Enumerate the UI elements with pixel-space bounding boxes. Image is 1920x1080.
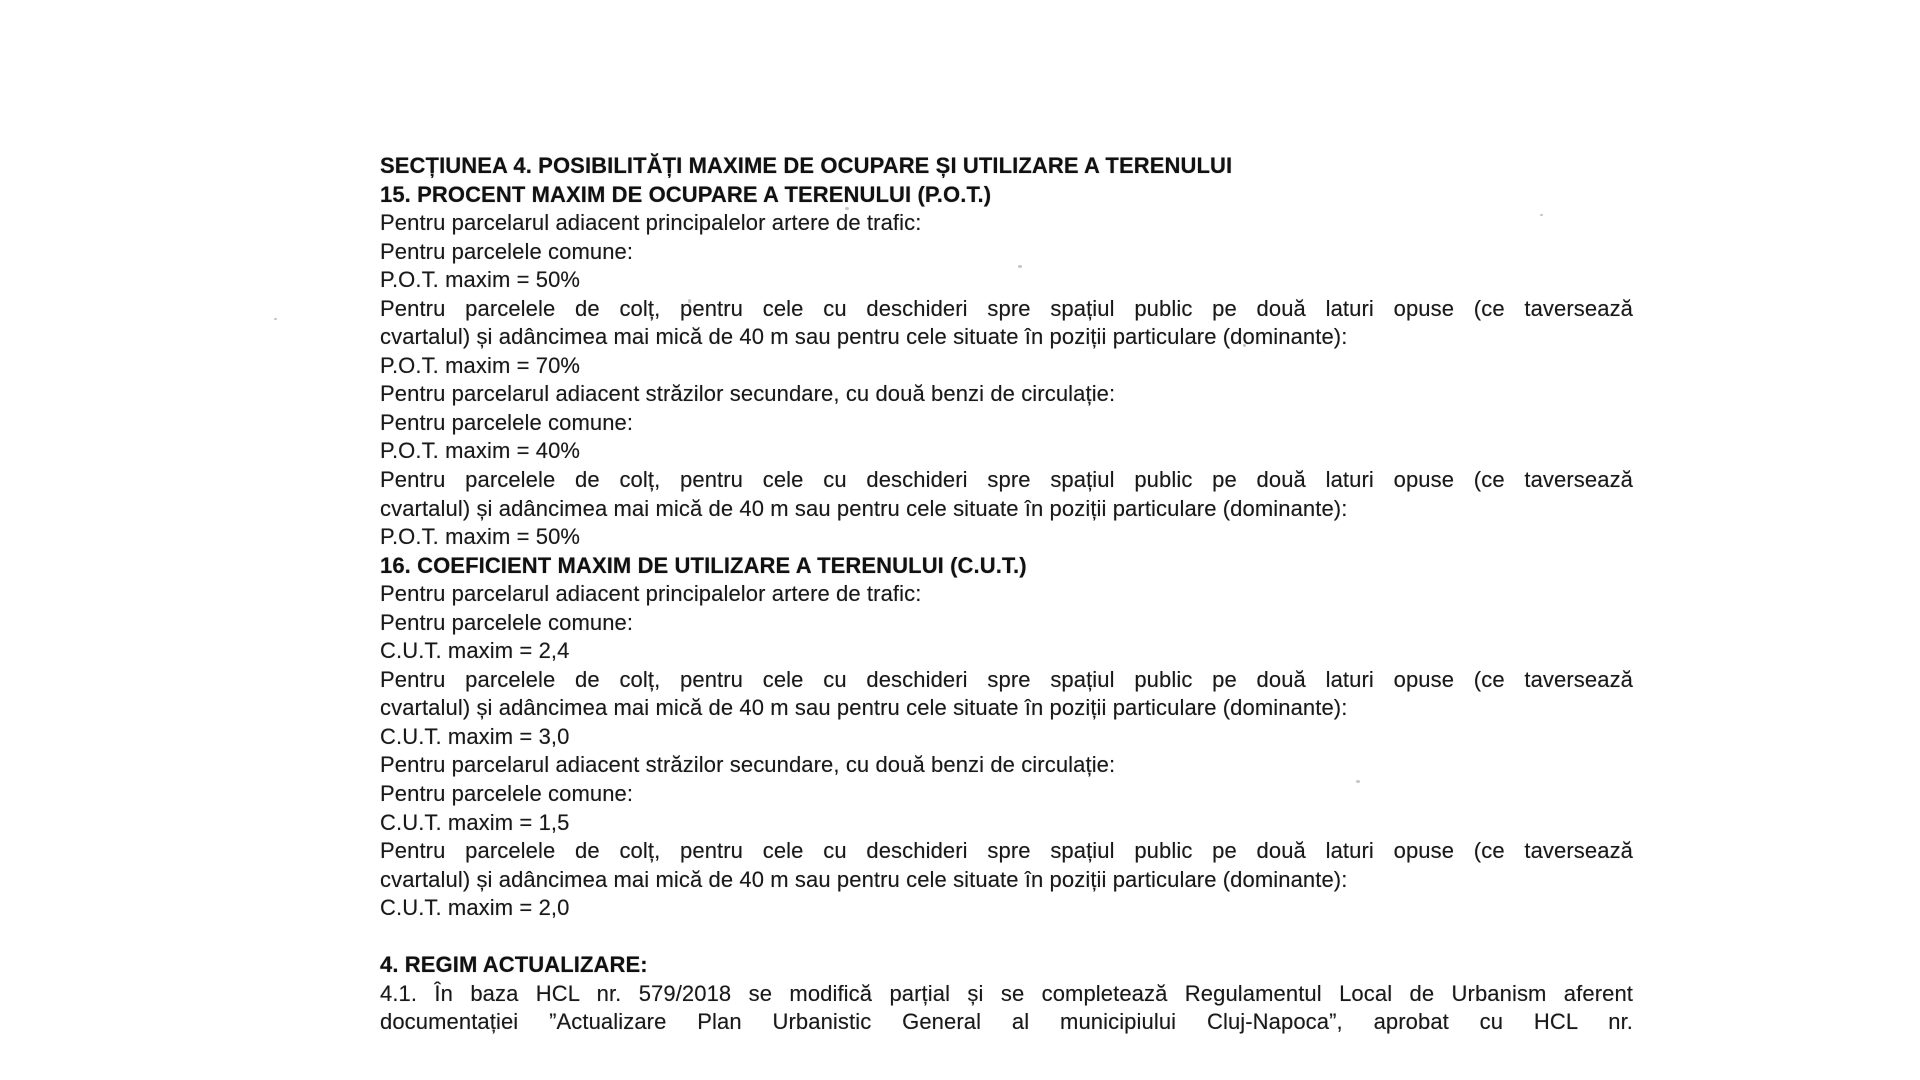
scan-speck xyxy=(1018,265,1022,268)
text-line: C.U.T. maxim = 2,0 xyxy=(380,895,570,921)
text-line: cvartalul) și adâncimea mai mică de 40 m sau pentru cele situate în poziții particulare (dominante): xyxy=(380,695,1348,721)
text-line: 15. PROCENT MAXIM DE OCUPARE A TERENULUI (P.O.T.) xyxy=(380,181,992,207)
text-line: Pentru parcelarul adiacent principalelor artere de trafic: xyxy=(380,210,922,236)
text-line: Pentru parcelarul adiacent străzilor secundare, cu două benzi de circulație: xyxy=(380,752,1116,778)
scan-speck xyxy=(688,299,691,303)
scan-speck xyxy=(845,207,849,210)
text-line: Pentru parcelele de colț, pentru cele cu deschideri spre spațiul public pe două laturi opuse (ce taversează xyxy=(380,666,1633,692)
text-line: C.U.T. maxim = 2,4 xyxy=(380,638,570,664)
document-text-block xyxy=(380,152,1633,1037)
text-line: C.U.T. maxim = 1,5 xyxy=(380,809,570,835)
text-line: documentației ”Actualizare Plan Urbanistic General al municipiului Cluj-Napoca”, aprobat cu HCL nr. xyxy=(380,1009,1633,1035)
text-line: P.O.T. maxim = 70% xyxy=(380,352,581,378)
text-line: Pentru parcelarul adiacent principalelor artere de trafic: xyxy=(380,581,922,607)
text-line: P.O.T. maxim = 40% xyxy=(380,438,581,464)
text-line: P.O.T. maxim = 50% xyxy=(380,267,581,293)
text-line: Pentru parcelarul adiacent străzilor secundare, cu două benzi de circulație: xyxy=(380,381,1116,407)
scan-speck xyxy=(1356,780,1360,783)
text-line: cvartalul) și adâncimea mai mică de 40 m sau pentru cele situate în poziții particulare (dominante): xyxy=(380,495,1348,521)
text-line: cvartalul) și adâncimea mai mică de 40 m sau pentru cele situate în poziții particulare (dominante): xyxy=(380,866,1348,892)
text-line: Pentru parcelele comune: xyxy=(380,609,634,635)
text-line: Pentru parcelele comune: xyxy=(380,781,634,807)
scan-speck xyxy=(1243,344,1246,347)
text-line: Pentru parcelele de colț, pentru cele cu deschideri spre spațiul public pe două laturi opuse (ce taversează xyxy=(380,467,1633,493)
text-line: Pentru parcelele de colț, pentru cele cu deschideri spre spațiul public pe două laturi opuse (ce taversează xyxy=(380,295,1633,321)
scan-speck xyxy=(1540,214,1543,216)
text-line: Pentru parcelele de colț, pentru cele cu deschideri spre spațiul public pe două laturi opuse (ce taversează xyxy=(380,838,1633,864)
text-line: Pentru parcelele comune: xyxy=(380,409,634,435)
text-line: 4. REGIM ACTUALIZARE: xyxy=(380,952,648,978)
scan-speck xyxy=(274,318,277,320)
text-line: Pentru parcelele comune: xyxy=(380,238,634,264)
text-line: C.U.T. maxim = 3,0 xyxy=(380,723,570,749)
text-line: P.O.T. maxim = 50% xyxy=(380,524,581,550)
text-line: SECȚIUNEA 4. POSIBILITĂȚI MAXIME DE OCUPARE ȘI UTILIZARE A TERENULUI xyxy=(380,153,1233,178)
text-line: 16. COEFICIENT MAXIM DE UTILIZARE A TERENULUI (C.U.T.) xyxy=(380,552,1027,578)
text-line: cvartalul) și adâncimea mai mică de 40 m sau pentru cele situate în poziții particulare (dominante): xyxy=(380,324,1348,350)
blank-line xyxy=(380,923,1633,952)
text-line: 4.1. În baza HCL nr. 579/2018 se modifică parțial și se completează Regulamentul Local de Urbanism aferent xyxy=(380,980,1633,1006)
